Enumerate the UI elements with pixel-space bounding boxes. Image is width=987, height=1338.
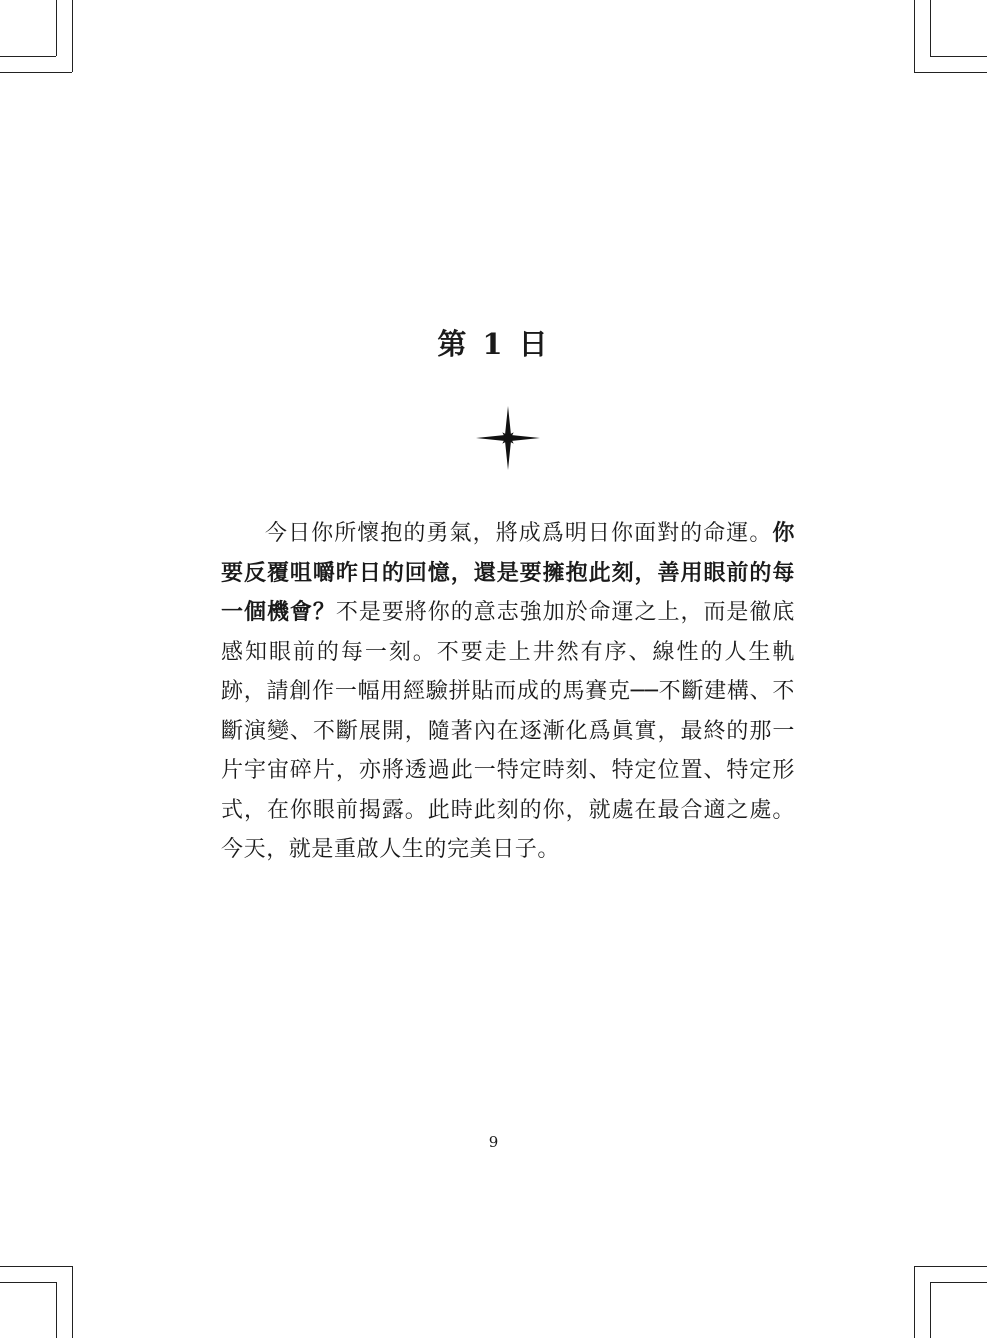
chapter-title-suffix: 日 [518,327,550,361]
crop-mark-top-right-vertical-outer [930,0,931,56]
crop-mark-top-left-horizontal [0,56,56,57]
crop-mark-top-left-vertical-outer [56,0,57,56]
crop-mark-bottom-right-horizontal [930,1282,987,1283]
crop-mark-top-left-horizontal-outer [0,72,72,73]
body-text [221,514,795,870]
crop-mark-bottom-left-vertical-outer [56,1282,57,1338]
crop-mark-bottom-left-horizontal [0,1282,56,1283]
crop-mark-bottom-left-horizontal-outer [0,1266,72,1267]
paragraph [221,514,795,870]
chapter-title [0,322,987,363]
crop-mark-top-left-vertical [72,0,73,72]
chapter-title-prefix: 第 [437,327,469,361]
page-number: 9 [488,1133,499,1151]
paragraph-run-1: 今日你所懷抱的勇氣，將成爲明日你面對的命運。 [265,521,773,546]
crop-mark-top-right-horizontal [930,56,987,57]
paragraph-run-3: 不是要將你的意志強加於命運之上，而是徹底感知眼前的每一刻。不要走上井然有序、線性的人生軌跡，請創作一幅用經驗拼貼而成的馬賽克──不斷建構、不斷演變、不斷展開，隨著內在逐漸化爲眞實，最終的那一片宇宙碎片，亦將透過此一特定時刻、特定位置、特定形式，在你眼前揭露。此時此刻的你，就處在最合適之處。今天，就是重啟人生的完美日子。 [221,600,795,862]
crop-mark-bottom-right-vertical [914,1266,915,1338]
crop-mark-bottom-right-vertical-outer [930,1282,931,1338]
crop-mark-top-right-horizontal-outer [914,72,987,73]
chapter-number: 1 [482,327,505,361]
crop-mark-top-right-vertical [914,0,915,72]
crop-mark-bottom-left-vertical [72,1266,73,1338]
four-point-star-icon [476,406,540,470]
crop-mark-bottom-right-horizontal-outer [914,1266,987,1267]
paragraph-run-bold: 你要反覆咀嚼昨日的回憶，還是要擁抱此刻，善用眼前的每一個機會？ [221,520,795,625]
